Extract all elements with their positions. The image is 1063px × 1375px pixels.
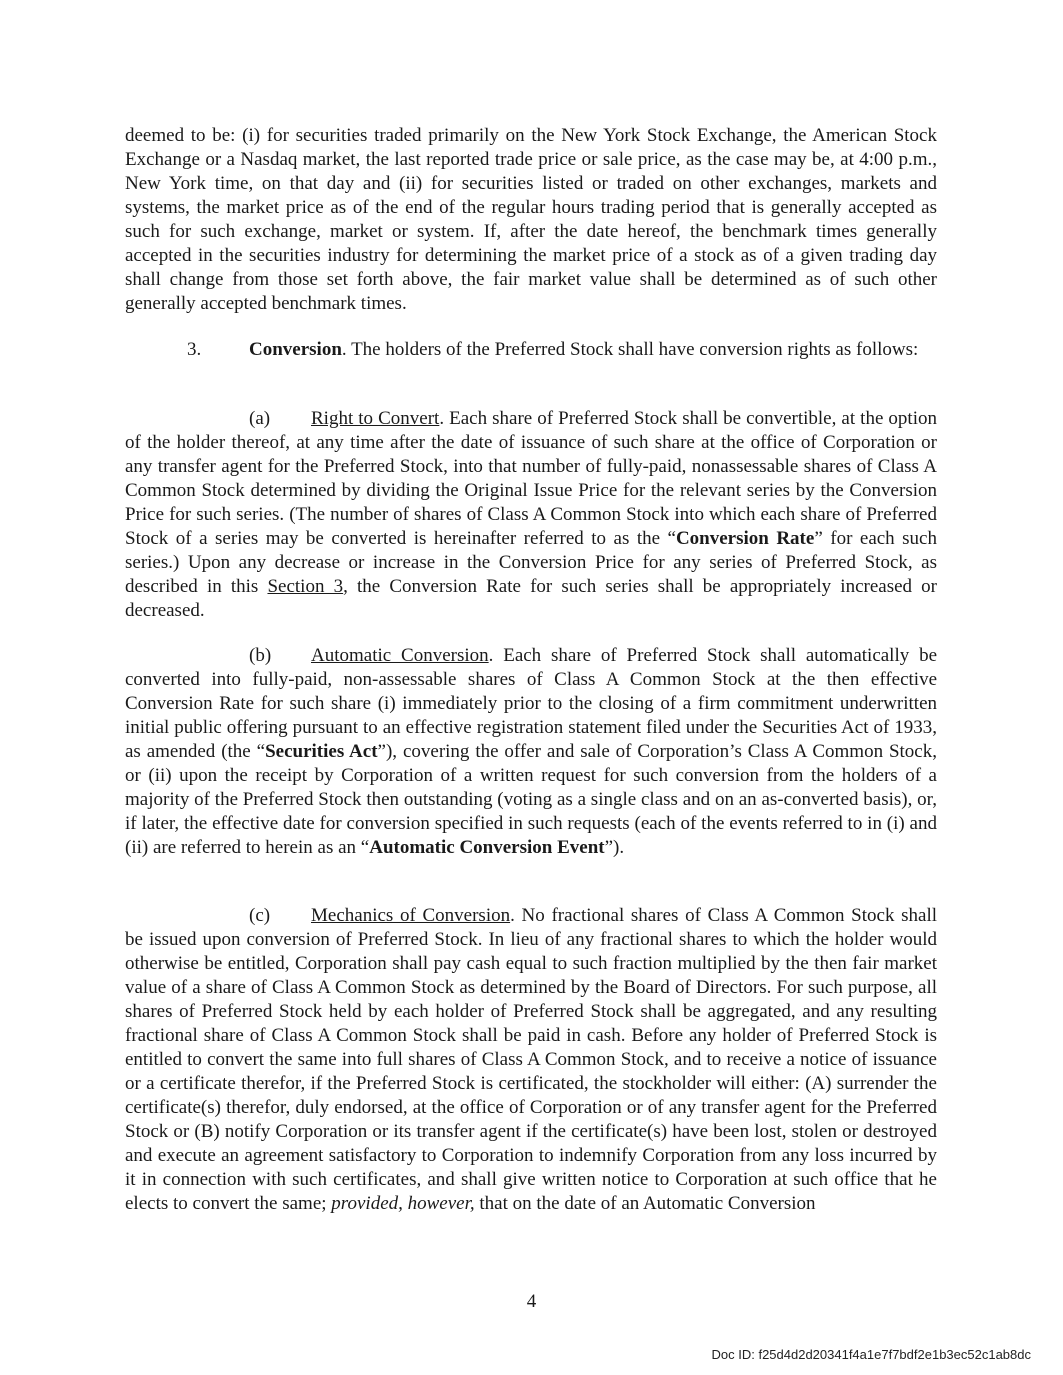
defined-term: Conversion Rate (675, 528, 815, 549)
subsection-text: . Each share of Preferred Stock shall be convertible, at the option of the holder thereof, at any time after the date of issuance of such share at the office of Corporation or any transfer agent for the Preferred Stock, into that number of fully-paid, nonassessable shares of Class A Common Stock determined by dividing the Original Issue Price for the relevant series by the Conversion Price for such series. (The number of shares of Class A Common Stock into which each share of Preferred Stock of a series may be converted is hereinafter referred to as the “ (125, 408, 937, 549)
section-heading: Conversion (249, 339, 342, 360)
subsection-title: Mechanics of Conversion (311, 905, 511, 926)
subsection-label: (a) (249, 408, 271, 429)
subsection-title: Automatic Conversion (311, 645, 489, 666)
subsection-a (125, 407, 937, 623)
subsection-text: ”), covering the offer and sale of Corporation’s Class A Common Stock, or (ii) upon the receipt by Corporation of a written request for such conversion from the holders of a majority of the Preferred Stock then outstanding (voting as a single class and on an as-converted basis), or, if later, the effective date for conversion specified in such requests (each of the events referred to in (i) and (ii) are referred to herein as an “ (125, 741, 937, 858)
subsection-b (125, 644, 937, 860)
section-number: 3. (187, 339, 202, 360)
subsection-text: . Each share of Preferred Stock shall automatically be converted into fully-paid, non-assessable shares of Class A Common Stock at the then effective Conversion Rate for such share (i) immediately prior to the closing of a firm commitment underwritten initial public offering pursuant to an effective registration statement filed under the Securities Act of 1933, as amended (the “ (125, 645, 937, 762)
subsection-label: (b) (249, 645, 272, 666)
subsection-text: ” for each such series.) Upon any decrease or increase in the Conversion Price for any series of Preferred Stock, as described in this (125, 528, 937, 597)
subsection-c (125, 904, 937, 1216)
defined-term: Securities Act (265, 741, 378, 762)
subsection-text: that on the date of an Automatic Conversion (474, 1193, 816, 1214)
subsection-text: . No fractional shares of Class A Common Stock shall be issued upon conversion of Preferred Stock. In lieu of any fractional shares to which the holder would otherwise be entitled, Corporation shall pay cash equal to such fraction multiplied by the then fair market value of a share of Class A Common Stock as determined by the Board of Directors. For such purpose, all shares of Preferred Stock held by each holder of Preferred Stock shall be aggregated, and any resulting fractional share of Class A Common Stock shall be paid in cash. Before any holder of Preferred Stock is entitled to convert the same into full shares of Class A Common Stock, and to receive a notice of issuance or a certificate therefor, if the Preferred Stock is certificated, the stockholder will either: (A) surrender the certificate(s) therefor, duly endorsed, at the office of Corporation or of any transfer agent for the Preferred Stock or (B) notify Corporation or its transfer agent if the certificate(s) have been lost, stolen or destroyed and execute an agreement satisfactory to Corporation to indemnify Corporation from any loss incurred by it in connection with such certificates, and shall give written notice to Corporation at such office that he elects to convert the same; (125, 905, 938, 1214)
section-3-paragraph (125, 338, 937, 362)
italic-phrase: provided, however, (331, 1193, 475, 1214)
paragraph-continued (125, 124, 937, 316)
subsection-title: Right to Convert (311, 408, 440, 429)
section-text: . The holders of the Preferred Stock shall have conversion rights as follows: (341, 339, 919, 360)
subsection-label: (c) (249, 905, 271, 926)
paragraph-text: deemed to be: (i) for securities traded primarily on the New York Stock Exchange, the American Stock Exchange or a Nasdaq market, the last reported trade price or sale price, as the case may be, at 4:00 p.m., New York time, on that day and (ii) for securities listed or traded on other exchanges, markets and systems, the market price as of the end of the regular hours trading period that is generally accepted as such for such exchange, market or system. If, after the date hereof, the benchmark times generally accepted in the securities industry for determining the market price of a stock as of a given trading day shall change from those set forth above, the fair market value shall be determined as of such other generally accepted benchmark times. (125, 125, 937, 314)
section-reference: Section 3 (267, 576, 344, 597)
subsection-text: , the Conversion Rate for such series shall be appropriately increased or decreased. (125, 576, 937, 621)
subsection-text: ”). (604, 837, 625, 858)
defined-term: Automatic Conversion Event (369, 837, 605, 858)
page-number: 4 (526, 1291, 537, 1312)
doc-id-footer: Doc ID: f25d4d2d20341f4a1e7f7bdf2e1b3ec52c1ab8dc (711, 1347, 1031, 1362)
